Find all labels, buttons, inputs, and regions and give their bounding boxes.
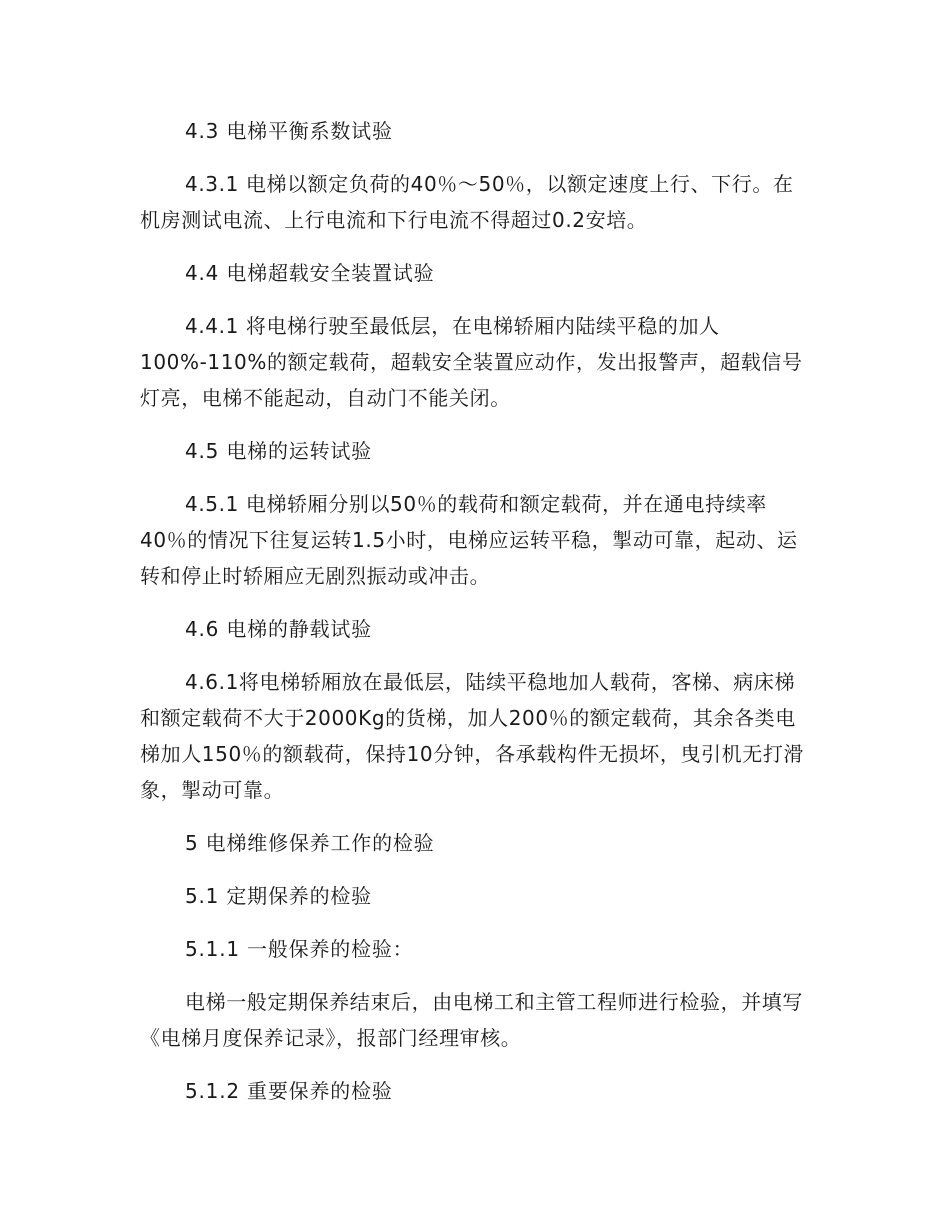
paragraph-4-5-1: 4.5.1 电梯轿厢分别以50％的载荷和额定载荷，并在通电持续率40％的情况下往复运转1.5小时，电梯应运转平稳，掣动可靠，起动、运转和停止时轿厢应无剧烈振动或冲击。 xyxy=(140,492,798,588)
paragraph-4-6-1: 4.6.1将电梯轿厢放在最低层，陆续平稳地加人载荷，客梯、病床梯和额定载荷不大于2000Kg的货梯，加人200％的额定载荷，其余各类电梯加人150％的额载荷，保持10分钟，各承载构件无损坏，曳引机无打滑象，掣动可靠。 xyxy=(140,670,805,802)
paragraph-general-maintenance: 电梯一般定期保养结束后，由电梯工和主管工程师进行检验，并填写《电梯月度保养记录》，报部门经理审核。 xyxy=(140,990,803,1050)
section-heading-4-5: 4.5 电梯的运转试验 xyxy=(185,439,372,463)
paragraph-4-4-1: 4.4.1 将电梯行驶至最低层，在电梯轿厢内陆续平稳的加人100%-110%的额定载荷，超载安全装置应动作，发出报警声，超载信号灯亮，电梯不能起动，自动门不能关闭。 xyxy=(140,314,803,410)
section-heading-5-1: 5.1 定期保养的检验 xyxy=(185,884,372,908)
section-heading-5-1-2: 5.1.2 重要保养的检验 xyxy=(185,1079,393,1103)
paragraph-4-3-1: 4.3.1 电梯以额定负荷的40％～50％，以额定速度上行、下行。在机房测试电流、上行电流和下行电流不得超过0.2安培。 xyxy=(140,172,794,232)
section-heading-4-6: 4.6 电梯的静载试验 xyxy=(185,617,372,641)
section-heading-4-3: 4.3 电梯平衡系数试验 xyxy=(185,119,393,143)
section-heading-4-4: 4.4 电梯超载安全装置试验 xyxy=(185,261,435,285)
section-heading-5: 5 电梯维修保养工作的检验 xyxy=(185,831,435,855)
section-heading-5-1-1: 5.1.1 一般保养的检验： xyxy=(185,937,414,961)
